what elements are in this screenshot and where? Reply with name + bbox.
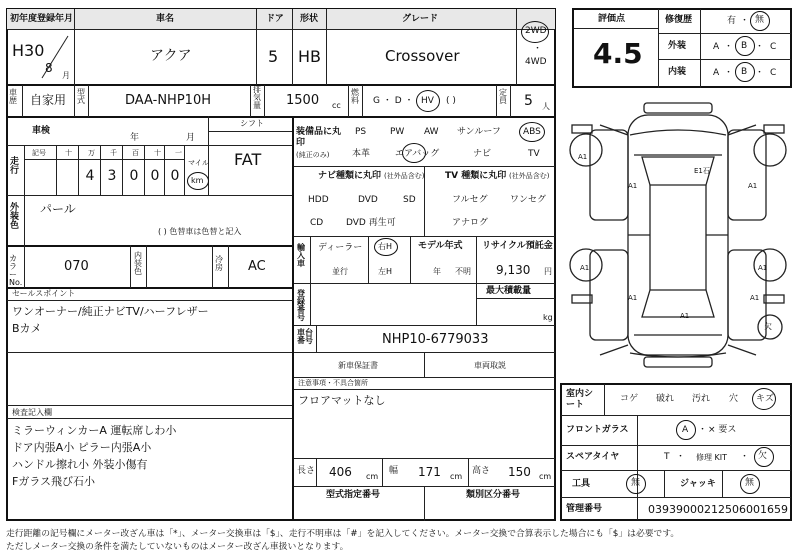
rule — [24, 159, 184, 160]
height-unit: cm — [539, 472, 552, 481]
shape-value: HB — [298, 47, 322, 66]
damage-mark: A1 — [628, 182, 638, 190]
rule — [424, 353, 425, 378]
import-dealer: ディーラー — [318, 243, 363, 253]
rule — [293, 458, 555, 459]
tv-analog: アナログ — [452, 218, 489, 228]
car-name-value: アクア — [150, 48, 192, 64]
sheet-item: コゲ — [620, 394, 639, 404]
spare-kit: 修理 KIT — [696, 453, 728, 462]
fuel-options: G ・ D ・ — [373, 96, 414, 106]
equip-sunroof: サンルーフ — [457, 127, 501, 137]
selling-point-line: Bカメ — [12, 322, 42, 335]
rule — [256, 9, 257, 85]
rule — [7, 300, 292, 301]
fuel-paren: ( ) — [446, 96, 456, 106]
rule — [7, 352, 555, 353]
car-name-label: 車名 — [156, 14, 175, 24]
height-label: 高さ — [472, 466, 491, 476]
doors-label: ドア — [266, 14, 284, 24]
spare-tire-label: スペアタイヤ — [566, 452, 620, 462]
int-sep: ・ — [755, 68, 765, 78]
rule — [637, 416, 638, 520]
shift-label: シフト — [240, 119, 264, 128]
rule — [228, 245, 229, 288]
equipment-label: 装備品に丸印 — [296, 127, 342, 148]
mileage-digit: 0 — [129, 168, 139, 184]
import-right: 右H — [378, 242, 393, 251]
spare-t: T — [664, 452, 670, 462]
capacity-label: 定員 — [499, 88, 507, 105]
selling-point-line: ワンオーナー/純正ナビTV/ハーフレザー — [12, 305, 209, 318]
rule — [146, 245, 147, 288]
rule — [122, 145, 123, 196]
damage-mark: A1 — [758, 264, 768, 272]
damage-mark: A1 — [750, 294, 760, 302]
rule — [78, 145, 79, 196]
displacement-label: 排気量 — [253, 85, 261, 110]
sheet-item: キズ — [756, 394, 774, 404]
rule — [700, 9, 701, 88]
int-grade-a: A — [713, 68, 720, 78]
equipment-sublabel: (純正のみ) — [296, 151, 330, 159]
interior-color-label: 内装色 — [134, 251, 142, 276]
color-no-label: カラーNo. — [9, 254, 23, 287]
spare-missing: 欠 — [758, 451, 768, 461]
import-label: 輸入車 — [297, 243, 305, 268]
first-reg-month-unit: 月 — [62, 71, 70, 80]
doors-value: 5 — [268, 47, 279, 66]
rule — [310, 236, 311, 284]
rule — [326, 9, 327, 85]
tv-sub: (社外品含む) — [509, 172, 550, 180]
fuel-hv: HV — [421, 96, 434, 106]
length-unit: cm — [366, 472, 379, 481]
color-note: ( ) 色替車は色替と記入 — [158, 227, 242, 236]
equip-abs: ABS — [523, 127, 541, 137]
chassis-value: NHP10-6779033 — [382, 332, 489, 347]
rule — [22, 85, 23, 117]
inspection-month: 月 — [186, 133, 196, 143]
rule — [561, 415, 791, 416]
first-reg-label: 初年度登録年月 — [10, 14, 74, 24]
rule — [7, 116, 555, 118]
car-damage-diagram — [560, 95, 796, 375]
model-year-year: 年 — [433, 267, 441, 276]
rule — [362, 85, 363, 117]
rule — [658, 33, 791, 34]
rule — [658, 59, 791, 60]
footer-line1: 走行距離の記号欄にメーター改ざん車は「*」、メーター交換車は「$」、走行不明車は「#」を記入してください。メーター交換で合算表示した場合にも「$」は必要です。 — [6, 529, 680, 539]
sheet-item: 穴 — [729, 394, 739, 404]
int-grade-c: C — [770, 68, 777, 78]
rule — [316, 458, 317, 487]
rule — [410, 236, 411, 284]
tv-label: TV 種類に丸印 — [445, 171, 507, 181]
width-unit: cm — [450, 472, 463, 481]
navi-dvd: DVD — [358, 195, 378, 205]
capacity-value: 5 — [524, 93, 533, 109]
tv-oneseg: ワンセグ — [510, 195, 547, 205]
mileage-digit: 0 — [150, 168, 160, 184]
shift-value: FAT — [234, 150, 262, 169]
recycle-unit: 円 — [544, 267, 552, 276]
sheet-item: 汚れ — [692, 394, 711, 404]
ext-sep: ・ — [724, 42, 734, 52]
mileage-head: 千 — [110, 149, 117, 157]
rule — [74, 9, 75, 117]
grade-value: Crossover — [385, 47, 460, 65]
max-load-label: 最大積載量 — [486, 286, 532, 296]
score-value: 4.5 — [593, 37, 643, 70]
max-load-unit: kg — [543, 313, 553, 322]
drive-dot: ・ — [533, 44, 543, 54]
equip-airbag: エアバッグ — [395, 149, 440, 159]
rule — [264, 85, 265, 117]
shape-label: 形状 — [300, 14, 319, 24]
rule — [24, 195, 25, 246]
mileage-label: 走行 — [10, 157, 20, 176]
rule — [7, 195, 292, 196]
windshield-x: × 要ス — [708, 425, 737, 435]
tv-fullseg: フルセグ — [452, 195, 488, 205]
rule — [604, 384, 605, 416]
ext-grade-b: B — [741, 41, 748, 51]
rule — [24, 145, 25, 196]
repair-no: 無 — [755, 15, 765, 25]
rule — [56, 145, 57, 196]
inspection-year: 年 — [130, 133, 140, 143]
width-value: 171 — [418, 465, 441, 479]
length-label: 長さ — [297, 466, 316, 476]
score-label: 評価点 — [598, 14, 626, 24]
displacement-value: 1500 — [286, 93, 320, 108]
equip-pw: PW — [390, 127, 405, 137]
mileage-head: 百 — [132, 149, 139, 157]
rule — [516, 9, 517, 85]
windshield-label: フロントガラス — [566, 425, 629, 435]
color-no-value: 070 — [64, 259, 89, 274]
recycle-value: 9,130 — [496, 263, 531, 277]
rule — [510, 85, 511, 117]
ext-grade-a: A — [713, 42, 720, 52]
rule — [7, 245, 292, 247]
ac-value: AC — [248, 259, 266, 274]
rule — [293, 389, 555, 390]
repair-label: 修復歴 — [665, 15, 693, 25]
rule — [658, 9, 659, 88]
color-label: 外装色 — [10, 203, 20, 231]
rule — [88, 85, 89, 117]
navi-dvd-play: DVD 再生可 — [346, 218, 396, 228]
sheet-item: 破れ — [656, 394, 675, 404]
rule — [292, 116, 294, 521]
footer-line2: ただしメーター交換の条件を満たしていないものはメーター改ざん車扱いとなります。 — [6, 542, 349, 552]
equip-aw: AW — [424, 127, 439, 137]
jack-label: ジャッキ — [680, 479, 716, 489]
recycle-label: リサイクル預託金 — [482, 241, 553, 251]
rule — [7, 418, 292, 419]
registration-label: 登録番号 — [297, 289, 305, 322]
model-year-label: モデル年式 — [418, 241, 463, 251]
spare-sep: ・ — [740, 452, 750, 462]
km-label: km — [191, 176, 204, 185]
fuel-label: 燃料 — [351, 88, 359, 105]
rule — [293, 283, 555, 284]
damage-mark: A1 — [578, 153, 588, 161]
usage-label: 車歴 — [9, 88, 17, 105]
tools-value: 無 — [631, 478, 641, 488]
windshield-sep: ・ — [698, 425, 708, 435]
exterior-label: 外装 — [668, 41, 687, 51]
mile-label: マイル — [188, 159, 209, 167]
spare-sep: ・ — [676, 452, 686, 462]
rule — [7, 29, 555, 30]
jack-value: 無 — [745, 478, 755, 488]
rule — [250, 85, 251, 117]
damage-mark: A1 — [580, 264, 590, 272]
rule — [24, 245, 25, 288]
rule — [574, 28, 658, 29]
capacity-unit: 人 — [542, 102, 550, 111]
repair-yes: 有 — [727, 16, 737, 26]
length-value: 406 — [329, 465, 352, 479]
rule — [100, 145, 101, 196]
equip-ps: PS — [355, 127, 367, 137]
mileage-head-symbol: 記号 — [32, 149, 46, 157]
rule — [7, 84, 555, 86]
windshield-a: A — [682, 425, 689, 435]
selling-points-label: セールスポイント — [12, 289, 76, 298]
mileage-digit: 4 — [85, 168, 95, 184]
inspector-line: ドア内張A小 ピラー内張A小 — [12, 441, 152, 454]
rule — [496, 85, 497, 117]
usage-value: 自家用 — [30, 93, 67, 107]
rule — [664, 471, 665, 498]
rule — [476, 283, 477, 326]
interior-grade-label: 内装 — [668, 67, 687, 77]
equip-leather: 本革 — [352, 149, 371, 159]
width-label: 幅 — [389, 466, 399, 476]
notes-label: 注意事項・不具合箇所 — [298, 379, 368, 387]
rule — [348, 85, 349, 117]
first-reg-year: H30 — [12, 41, 45, 60]
rule — [310, 283, 311, 326]
tools-label: 工具 — [572, 479, 591, 489]
rule — [209, 131, 292, 132]
manage-label: 管理番号 — [566, 504, 603, 514]
rule — [212, 245, 213, 288]
ext-sep: ・ — [755, 42, 765, 52]
drive-2wd: 2WD — [525, 26, 547, 36]
height-value: 150 — [508, 465, 531, 479]
grade-label: グレード — [402, 14, 439, 24]
damage-mark: A1 — [680, 312, 690, 320]
rule — [561, 497, 791, 498]
navi-label: ナビ種類に丸印 — [318, 171, 382, 181]
chassis-label: 車台番号 — [297, 328, 313, 345]
mileage-head: 一 — [175, 149, 182, 157]
notes-text: フロアマットなし — [298, 394, 386, 407]
rule — [424, 486, 425, 521]
rule — [130, 245, 131, 288]
mileage-head: 十 — [154, 149, 161, 157]
color-value: パール — [40, 202, 76, 216]
model-year-unknown: 不明 — [455, 267, 471, 276]
rule — [561, 470, 791, 471]
damage-mark: 欠 — [764, 322, 772, 331]
inspection-label: 車検 — [32, 126, 51, 136]
interior-sheet-label: 室内シート — [566, 389, 594, 411]
rule — [561, 445, 791, 446]
inspector-line: Fガラス飛び石小 — [12, 475, 95, 488]
drive-4wd: 4WD — [525, 57, 547, 67]
rule — [722, 471, 723, 498]
rule — [468, 458, 469, 487]
navi-cd: CD — [310, 218, 324, 228]
category-label: 類別区分番号 — [466, 490, 521, 500]
mileage-head: 万 — [88, 149, 95, 157]
int-sep: ・ — [724, 68, 734, 78]
rule — [293, 325, 555, 326]
displacement-unit: cc — [332, 101, 341, 110]
model-value: DAA-NHP10H — [125, 93, 211, 108]
mileage-head: 十 — [65, 149, 72, 157]
navi-sd: SD — [403, 195, 416, 205]
rule — [292, 9, 293, 85]
damage-mark: A1 — [748, 182, 758, 190]
model-label: 型式 — [77, 88, 85, 105]
warranty-label: 新車保証書 — [338, 361, 378, 370]
rule — [368, 236, 369, 284]
rule — [476, 298, 555, 299]
inspector-line: ハンドル擦れ小 外装小傷有 — [12, 458, 148, 471]
manual-label: 車両取説 — [474, 361, 506, 370]
navi-hdd: HDD — [308, 195, 329, 205]
repair-sep: ・ — [740, 16, 750, 26]
navi-sub: (社外品含む) — [384, 172, 425, 180]
damage-mark: E1石 — [694, 167, 710, 175]
rule — [476, 236, 477, 284]
damage-mark: A1 — [628, 294, 638, 302]
rule — [7, 145, 292, 146]
manage-value: 03939000212506001659 — [648, 503, 788, 516]
import-parallel: 並行 — [332, 267, 348, 276]
ac-label: 冷房 — [215, 255, 223, 272]
rule — [316, 325, 317, 353]
inspector-line: ミラーウィンカーA 運転席しわ小 — [12, 424, 177, 437]
inspector-label: 検査記入欄 — [12, 408, 52, 417]
type-designation-label: 型式指定番号 — [326, 490, 381, 500]
mileage-digit: 0 — [170, 168, 180, 184]
first-reg-month: 8 — [45, 61, 53, 75]
equip-navi: ナビ — [473, 149, 492, 159]
rule — [382, 458, 383, 487]
ext-grade-c: C — [770, 42, 777, 52]
mileage-digit: 3 — [107, 168, 117, 184]
equip-tv: TV — [528, 149, 540, 159]
int-grade-b: B — [741, 67, 748, 77]
import-left: 左H — [378, 267, 393, 276]
rule — [7, 405, 292, 406]
